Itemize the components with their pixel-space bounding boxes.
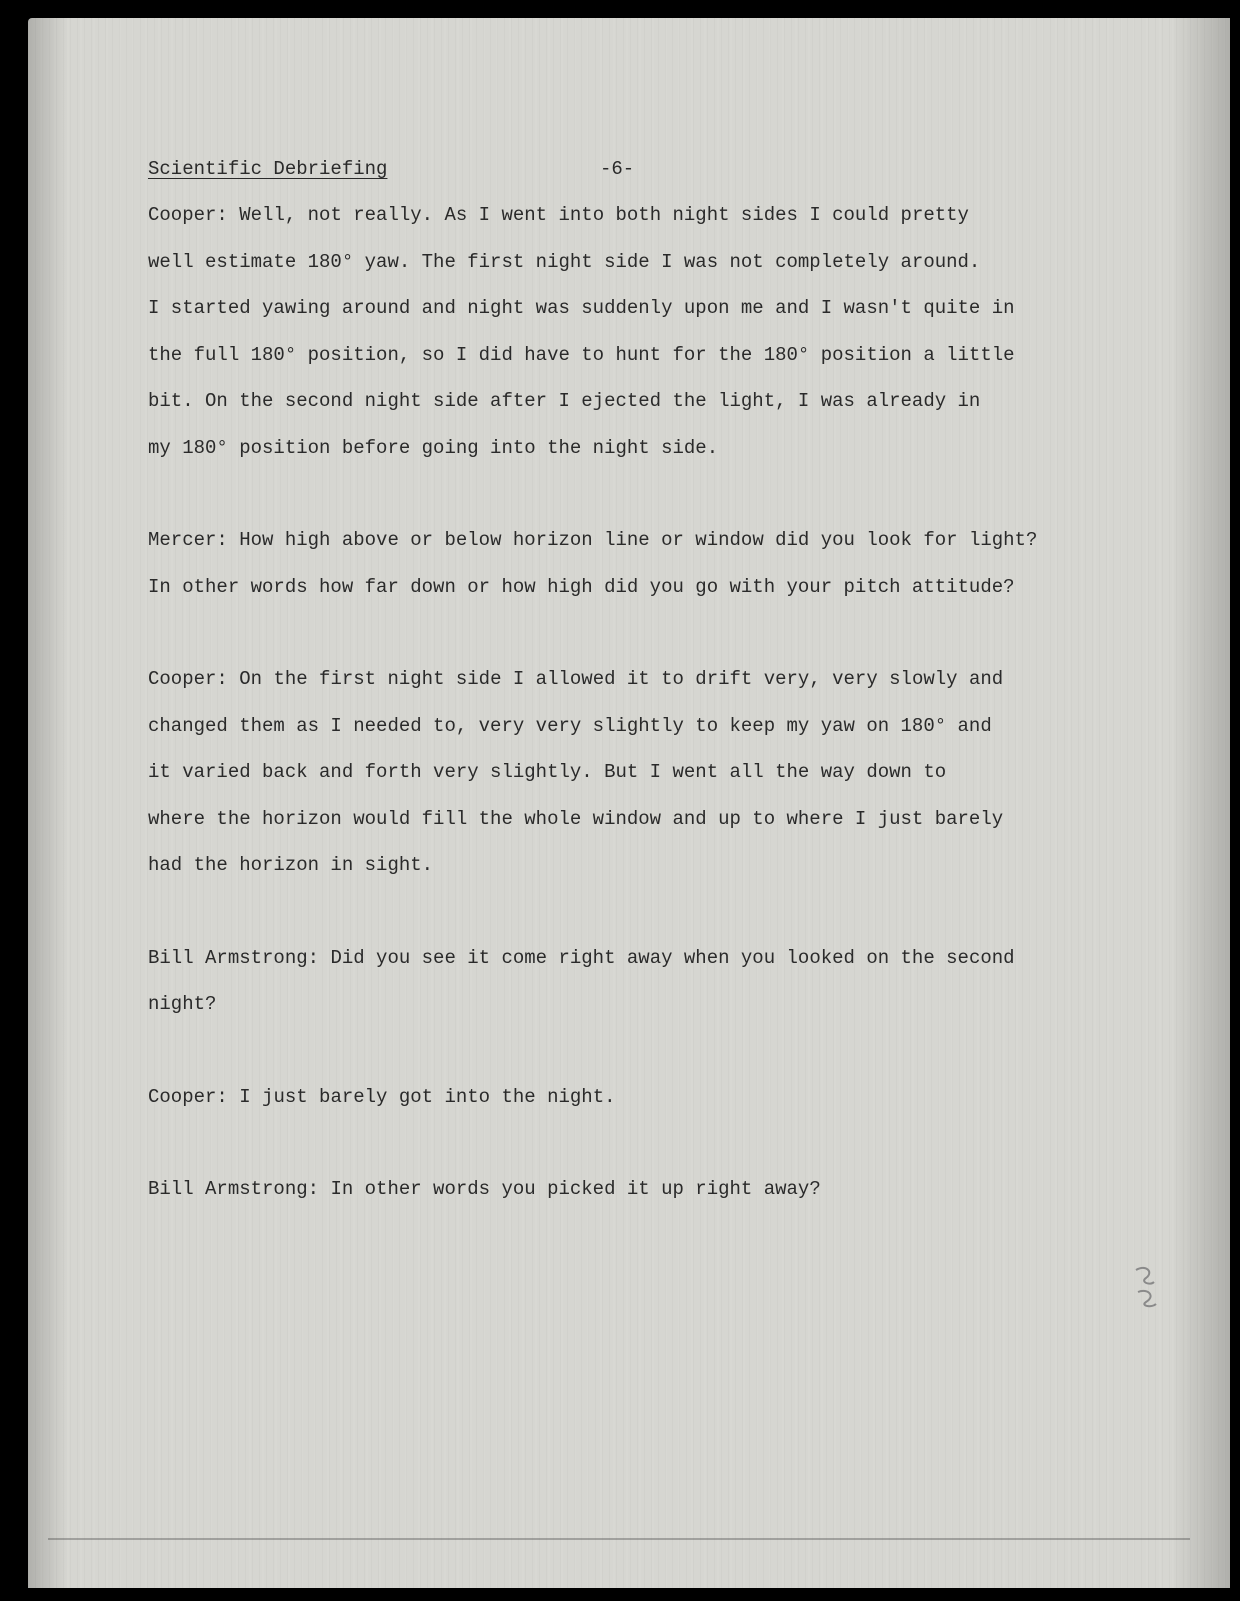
pencil-scribble-icon: [1128, 1262, 1168, 1312]
speaker-label: Bill Armstrong:: [148, 1178, 320, 1200]
exchange-4: [148, 935, 1048, 1028]
pencil-annotation-mark: [1128, 1262, 1168, 1312]
speaker-label: Bill Armstrong:: [148, 946, 320, 969]
page-number: -6-: [600, 158, 635, 180]
speech-line: In other words how far down or how high did you go with your pitch attitude?: [148, 575, 1015, 598]
speech-line: bit. On the second night side after I ejected the light, I was already in: [148, 390, 981, 412]
speech-line: In other words you picked it up right away?: [330, 1178, 821, 1200]
exchange-1: [148, 192, 1048, 471]
speech-line: the full 180° position, so I did have to hunt for the 180° position a little: [148, 343, 1015, 366]
exchange-5: [148, 1074, 1048, 1121]
speaker-label: Cooper:: [148, 204, 228, 226]
speech-line: How high above or below horizon line or window did you look for light?: [239, 529, 1038, 551]
speaker-label: Cooper:: [148, 1085, 228, 1108]
speech-line: my 180° position before going into the night side.: [148, 436, 719, 459]
page-edge-shadow: [28, 18, 68, 1588]
page-bottom-rule: [48, 1538, 1190, 1540]
transcript: [148, 158, 1048, 1213]
speech-line: well estimate 180° yaw. The first night side I was not completely around.: [148, 250, 981, 273]
speech-line: changed them as I needed to, very very slightly to keep my yaw on 180° and: [148, 714, 992, 737]
exchange-6: [148, 1166, 1048, 1213]
speech-line: Well, not really. As I went into both night sides I could pretty: [239, 204, 969, 226]
speech-line: Did you see it come right away when you looked on the second: [330, 946, 1015, 969]
speech-line: it varied back and forth very slightly. But I went all the way down to: [148, 761, 947, 783]
document-title: Scientific Debriefing: [148, 158, 388, 180]
speaker-label: Mercer:: [148, 529, 228, 551]
exchange-3: [148, 656, 1048, 889]
page-header: [148, 158, 1048, 192]
speaker-label: Cooper:: [148, 668, 228, 690]
exchange-2: [148, 517, 1048, 610]
speech-line: night?: [148, 993, 217, 1015]
speech-line: I started yawing around and night was suddenly upon me and I wasn't quite in: [148, 297, 1015, 319]
speech-line: I just barely got into the night.: [239, 1085, 616, 1108]
speech-line: where the horizon would fill the whole window and up to where I just barely: [148, 807, 1004, 830]
speech-line: On the first night side I allowed it to drift very, very slowly and: [239, 668, 1004, 690]
speech-line: had the horizon in sight.: [148, 854, 434, 876]
